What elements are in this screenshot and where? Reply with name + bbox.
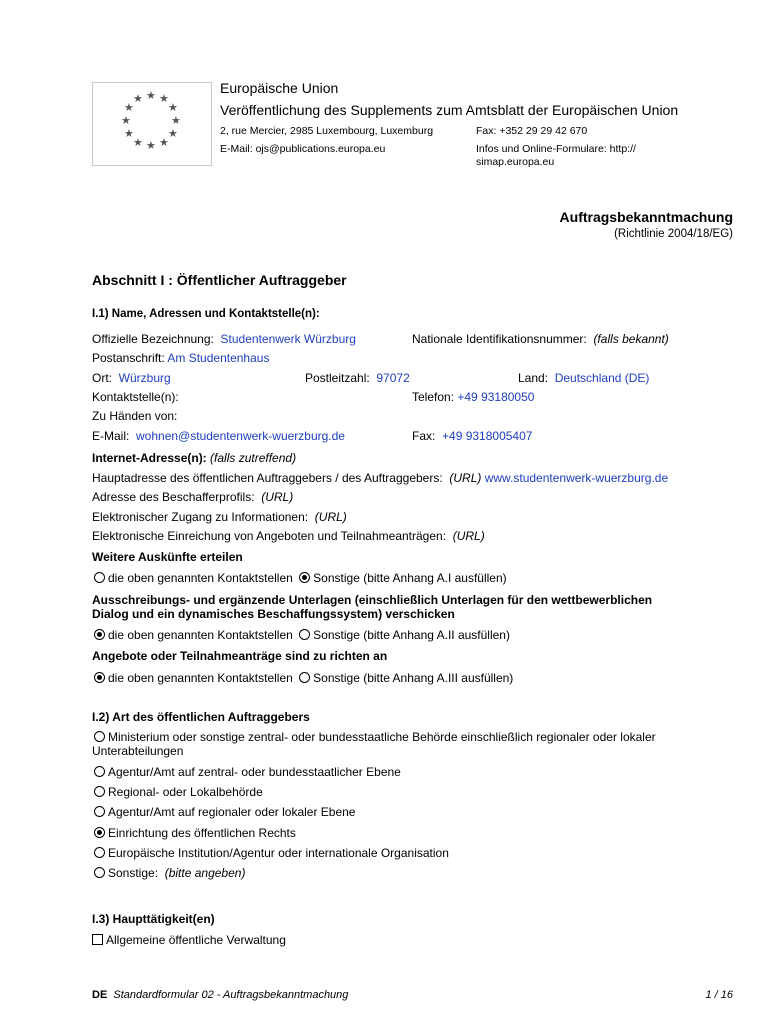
radio-label: Ministerium oder sonstige zentral- oder bundesstaatliche Behörde einschließlich regionaler oder lokaler bbox=[108, 730, 656, 744]
i3-heading: I.3) Haupttätigkeit(en) bbox=[92, 912, 215, 926]
header-fax: Fax: +352 29 29 42 670 bbox=[476, 125, 588, 137]
plz-value: 97072 bbox=[376, 371, 410, 385]
plz-row bbox=[305, 371, 410, 385]
radio-label: die oben genannten Kontaktstellen bbox=[108, 571, 293, 585]
radio-label: die oben genannten Kontaktstellen bbox=[108, 628, 293, 642]
angebote-options bbox=[94, 671, 513, 685]
name-row bbox=[92, 332, 356, 346]
radio-art-eu-institution[interactable] bbox=[94, 847, 105, 858]
radio-weitere-kontakt[interactable] bbox=[94, 572, 105, 583]
einreichung-row bbox=[92, 529, 485, 543]
unterlagen-heading-cont: Dialog und ein dynamisches Beschaffungssystem) verschicken bbox=[92, 607, 455, 621]
ort-value: Würzburg bbox=[118, 371, 171, 385]
profil-label: Adresse des Beschafferprofils: bbox=[92, 490, 255, 504]
art-option-1 bbox=[94, 730, 656, 744]
internet-row bbox=[92, 451, 296, 465]
email-label: E-Mail: bbox=[92, 429, 130, 443]
weitere-heading: Weitere Auskünfte erteilen bbox=[92, 550, 243, 564]
name-value: Studentenwerk Würzburg bbox=[220, 332, 356, 346]
radio-label: Sonstige (bitte Anhang A.II ausfüllen) bbox=[313, 628, 510, 642]
header-subtitle: Veröffentlichung des Supplements zum Amtsblatt der Europäischen Union bbox=[220, 102, 679, 118]
zugang-row bbox=[92, 510, 347, 524]
email-row bbox=[92, 429, 345, 443]
footer-lang: DE bbox=[92, 989, 108, 1001]
weitere-options bbox=[94, 571, 507, 585]
star-icon: ★ bbox=[121, 114, 131, 127]
land-label: Land: bbox=[518, 371, 549, 385]
checkbox-allgemeine-verwaltung[interactable] bbox=[92, 934, 103, 945]
postal-value: Am Studentenhaus bbox=[167, 351, 270, 365]
star-icon: ★ bbox=[171, 114, 181, 127]
footer-page: 1 / 16 bbox=[705, 989, 733, 1001]
radio-art-agentur-regional[interactable] bbox=[94, 806, 105, 817]
star-icon: ★ bbox=[159, 136, 169, 149]
ort-label: Ort: bbox=[92, 371, 112, 385]
url-hint: (URL) bbox=[314, 510, 347, 524]
radio-art-regional[interactable] bbox=[94, 786, 105, 797]
radio-label: Agentur/Amt auf zentral- oder bundesstaatlicher Ebene bbox=[108, 765, 401, 779]
radio-art-agentur-zentral[interactable] bbox=[94, 766, 105, 777]
land-value: Deutschland (DE) bbox=[554, 371, 650, 385]
art-option-4 bbox=[94, 805, 355, 819]
art-option-6 bbox=[94, 846, 449, 860]
radio-label: Sonstige (bitte Anhang A.III ausfüllen) bbox=[313, 671, 514, 685]
postal-row bbox=[92, 351, 269, 365]
star-icon: ★ bbox=[124, 101, 134, 114]
notice-directive: (Richtlinie 2004/18/EG) bbox=[614, 228, 733, 240]
zugang-label: Elektronischer Zugang zu Informationen: bbox=[92, 510, 309, 524]
star-icon: ★ bbox=[146, 139, 156, 152]
telefon-value: +49 93180050 bbox=[457, 390, 535, 404]
haupt-label: Hauptadresse des öffentlichen Auftraggebers / des Auftraggebers: bbox=[92, 471, 443, 485]
radio-angebote-sonstige[interactable] bbox=[299, 672, 310, 683]
fax-label: Fax: bbox=[412, 429, 436, 443]
unterlagen-heading: Ausschreibungs- und ergänzende Unterlagen (einschließlich Unterlagen für den wettbewerblichen bbox=[92, 593, 653, 607]
i2-heading: I.2) Art des öffentlichen Auftraggebers bbox=[92, 710, 310, 724]
header-address: 2, rue Mercier, 2985 Luxembourg, Luxemburg bbox=[220, 125, 434, 137]
plz-label: Postleitzahl: bbox=[305, 371, 370, 385]
unterlagen-options bbox=[94, 628, 510, 642]
footer-form: Standardformular 02 - Auftragsbekanntmachung bbox=[113, 989, 349, 1001]
telefon-label: Telefon: bbox=[412, 390, 455, 404]
art-option-1-cont: Unterabteilungen bbox=[92, 744, 184, 758]
ort-row bbox=[92, 371, 171, 385]
art-option-2 bbox=[94, 765, 401, 779]
natid-label: Nationale Identifikationsnummer: bbox=[412, 332, 587, 346]
url-hint: (URL) bbox=[449, 471, 482, 485]
i1-heading: I.1) Name, Adressen und Kontaktstelle(n): bbox=[92, 308, 320, 320]
footer-left bbox=[92, 989, 348, 1001]
angebote-heading: Angebote oder Teilnahmeanträge sind zu richten an bbox=[92, 649, 388, 663]
header-org: Europäische Union bbox=[220, 80, 339, 96]
star-icon: ★ bbox=[133, 136, 143, 149]
radio-label: Europäische Institution/Agentur oder internationale Organisation bbox=[108, 846, 449, 860]
kontakt-label: Kontaktstelle(n): bbox=[92, 390, 179, 404]
radio-angebote-kontakt[interactable] bbox=[94, 672, 105, 683]
checkbox-label: Allgemeine öffentliche Verwaltung bbox=[106, 933, 286, 947]
fax-value: +49 9318005407 bbox=[442, 429, 533, 443]
star-icon: ★ bbox=[146, 89, 156, 102]
star-icon: ★ bbox=[168, 127, 178, 140]
i3-option-1 bbox=[92, 933, 286, 947]
art-option-7 bbox=[94, 866, 245, 880]
name-label: Offizielle Bezeichnung: bbox=[92, 332, 214, 346]
star-icon: ★ bbox=[133, 92, 143, 105]
einreichung-label: Elektronische Einreichung von Angeboten und Teilnahmeanträgen: bbox=[92, 529, 447, 543]
natid-hint: (falls bekannt) bbox=[593, 332, 669, 346]
internet-label: Internet-Adresse(n): bbox=[92, 451, 207, 465]
internet-hint: (falls zutreffend) bbox=[210, 451, 297, 465]
radio-weitere-sonstige[interactable] bbox=[299, 572, 310, 583]
header-email: E-Mail: ojs@publications.europa.eu bbox=[220, 143, 386, 155]
haupt-row bbox=[92, 471, 668, 485]
radio-label: Agentur/Amt auf regionaler oder lokaler Ebene bbox=[108, 805, 356, 819]
header-infos-cont: simap.europa.eu bbox=[476, 156, 555, 168]
telefon-row bbox=[412, 390, 534, 404]
postal-label: Postanschrift: bbox=[92, 351, 165, 365]
fax-row bbox=[412, 429, 532, 443]
radio-label: Regional- oder Lokalbehörde bbox=[108, 785, 263, 799]
radio-art-oeffentliches-recht[interactable] bbox=[94, 827, 105, 838]
radio-art-sonstige[interactable] bbox=[94, 867, 105, 878]
art-option-5 bbox=[94, 826, 296, 840]
star-icon: ★ bbox=[168, 101, 178, 114]
section-heading: Abschnitt I : Öffentlicher Auftraggeber bbox=[92, 272, 347, 288]
star-icon: ★ bbox=[124, 127, 134, 140]
radio-label: Sonstige (bitte Anhang A.I ausfüllen) bbox=[313, 571, 507, 585]
haenden-label: Zu Händen von: bbox=[92, 409, 178, 423]
eu-flag-logo bbox=[92, 82, 212, 166]
art-option-7-hint: (bitte angeben) bbox=[164, 866, 246, 880]
radio-art-ministerium[interactable] bbox=[94, 731, 105, 742]
radio-label: Einrichtung des öffentlichen Rechts bbox=[108, 826, 296, 840]
url-hint: (URL) bbox=[261, 490, 294, 504]
radio-unterlagen-sonstige[interactable] bbox=[299, 629, 310, 640]
radio-unterlagen-kontakt[interactable] bbox=[94, 629, 105, 640]
art-option-3 bbox=[94, 785, 263, 799]
header-infos: Infos und Online-Formulare: http:// bbox=[476, 143, 636, 155]
profil-row bbox=[92, 490, 293, 504]
radio-label: Sonstige: bbox=[108, 866, 159, 880]
notice-title: Auftragsbekanntmachung bbox=[559, 209, 733, 225]
radio-label: die oben genannten Kontaktstellen bbox=[108, 671, 293, 685]
land-row bbox=[518, 371, 649, 385]
email-link[interactable]: wohnen@studentenwerk-wuerzburg.de bbox=[136, 429, 345, 443]
natid-row bbox=[412, 332, 669, 346]
haupt-link[interactable]: www.studentenwerk-wuerzburg.de bbox=[484, 471, 669, 485]
url-hint: (URL) bbox=[452, 529, 485, 543]
star-icon: ★ bbox=[159, 92, 169, 105]
